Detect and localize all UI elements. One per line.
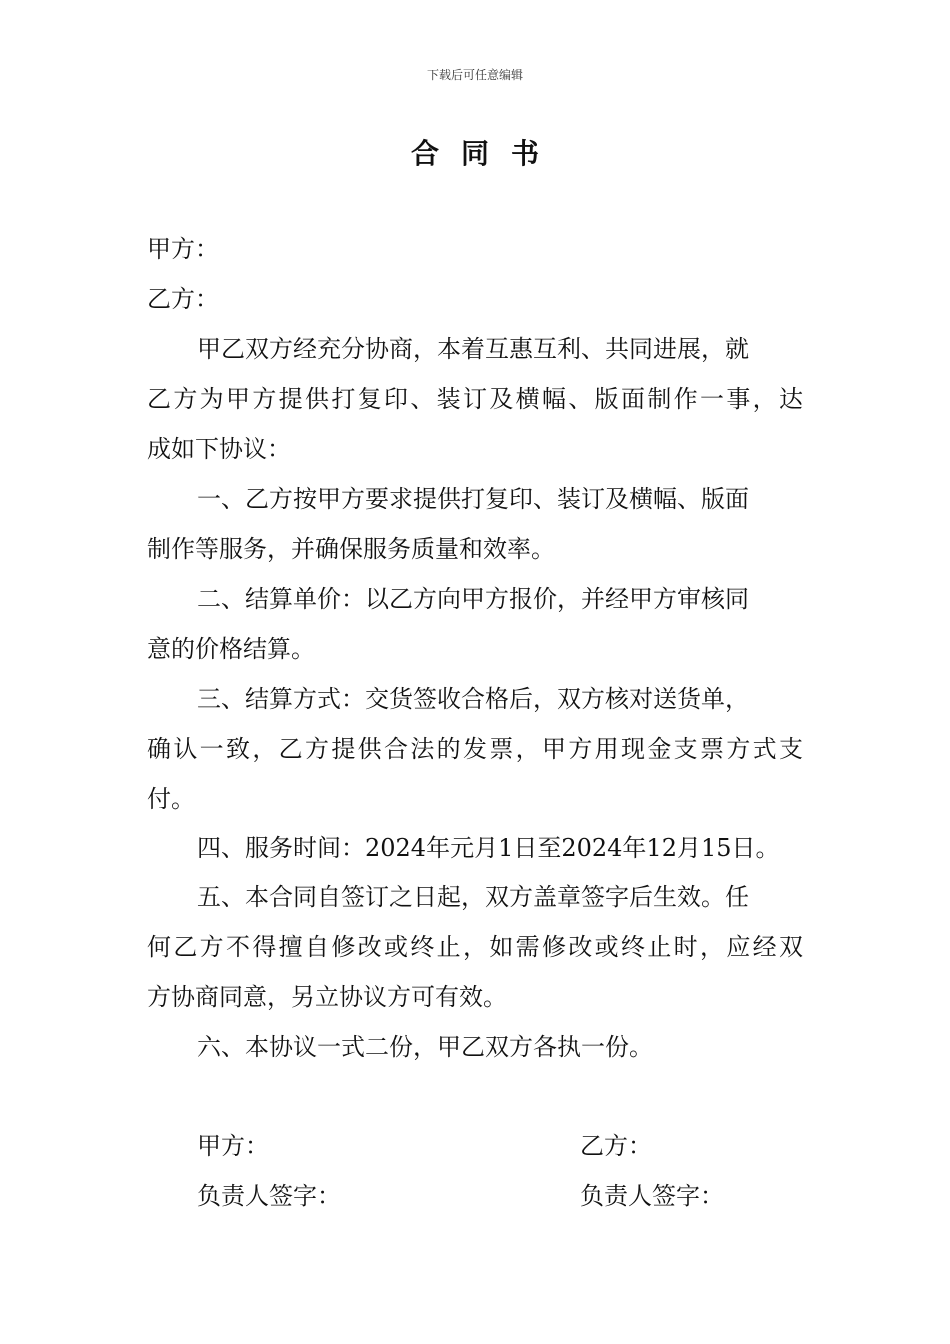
- signature-signer-b: 负责人签字：: [580, 1182, 724, 1210]
- party-b-label: 乙方：: [147, 285, 219, 313]
- clause-2-line: 意的价格结算。: [147, 635, 315, 663]
- intro-line: 乙方为甲方提供打复印、装订及横幅、版面制作一事，达: [147, 385, 803, 413]
- clause-1-line: 一、乙方按甲方要求提供打复印、装订及横幅、版面: [197, 485, 749, 513]
- clause-2-line: 二、结算单价：以乙方向甲方报价，并经甲方审核同: [197, 585, 749, 613]
- intro-line: 成如下协议：: [147, 435, 291, 463]
- clause-5-line: 何乙方不得擅自修改或终止，如需修改或终止时，应经双: [147, 933, 803, 961]
- header-note: 下载后可任意编辑: [426, 68, 523, 82]
- intro-line: 甲乙双方经充分协商，本着互惠互利、共同进展，就: [197, 335, 749, 363]
- clause-5-line: 五、本合同自签订之日起，双方盖章签字后生效。任: [197, 883, 749, 911]
- clause-4-line: 四、服务时间：2024年元月1日至2024年12月15日。: [197, 834, 780, 862]
- clause-1-line: 制作等服务，并确保服务质量和效率。: [147, 535, 555, 563]
- party-a-label: 甲方：: [147, 235, 219, 263]
- signature-party-a: 甲方：: [197, 1132, 269, 1160]
- clause-5-line: 方协商同意，另立协议方可有效。: [147, 983, 507, 1011]
- clause-6-line: 六、本协议一式二份，甲乙双方各执一份。: [197, 1033, 653, 1061]
- clause-3-line: 确认一致，乙方提供合法的发票，甲方用现金支票方式支: [147, 735, 803, 763]
- clause-3-line: 三、结算方式：交货签收合格后，双方核对送货单，: [197, 685, 749, 713]
- signature-signer-a: 负责人签字：: [197, 1182, 341, 1210]
- clause-3-line: 付。: [147, 785, 195, 813]
- signature-party-b: 乙方：: [580, 1132, 652, 1160]
- document-title: 合同书: [410, 137, 561, 170]
